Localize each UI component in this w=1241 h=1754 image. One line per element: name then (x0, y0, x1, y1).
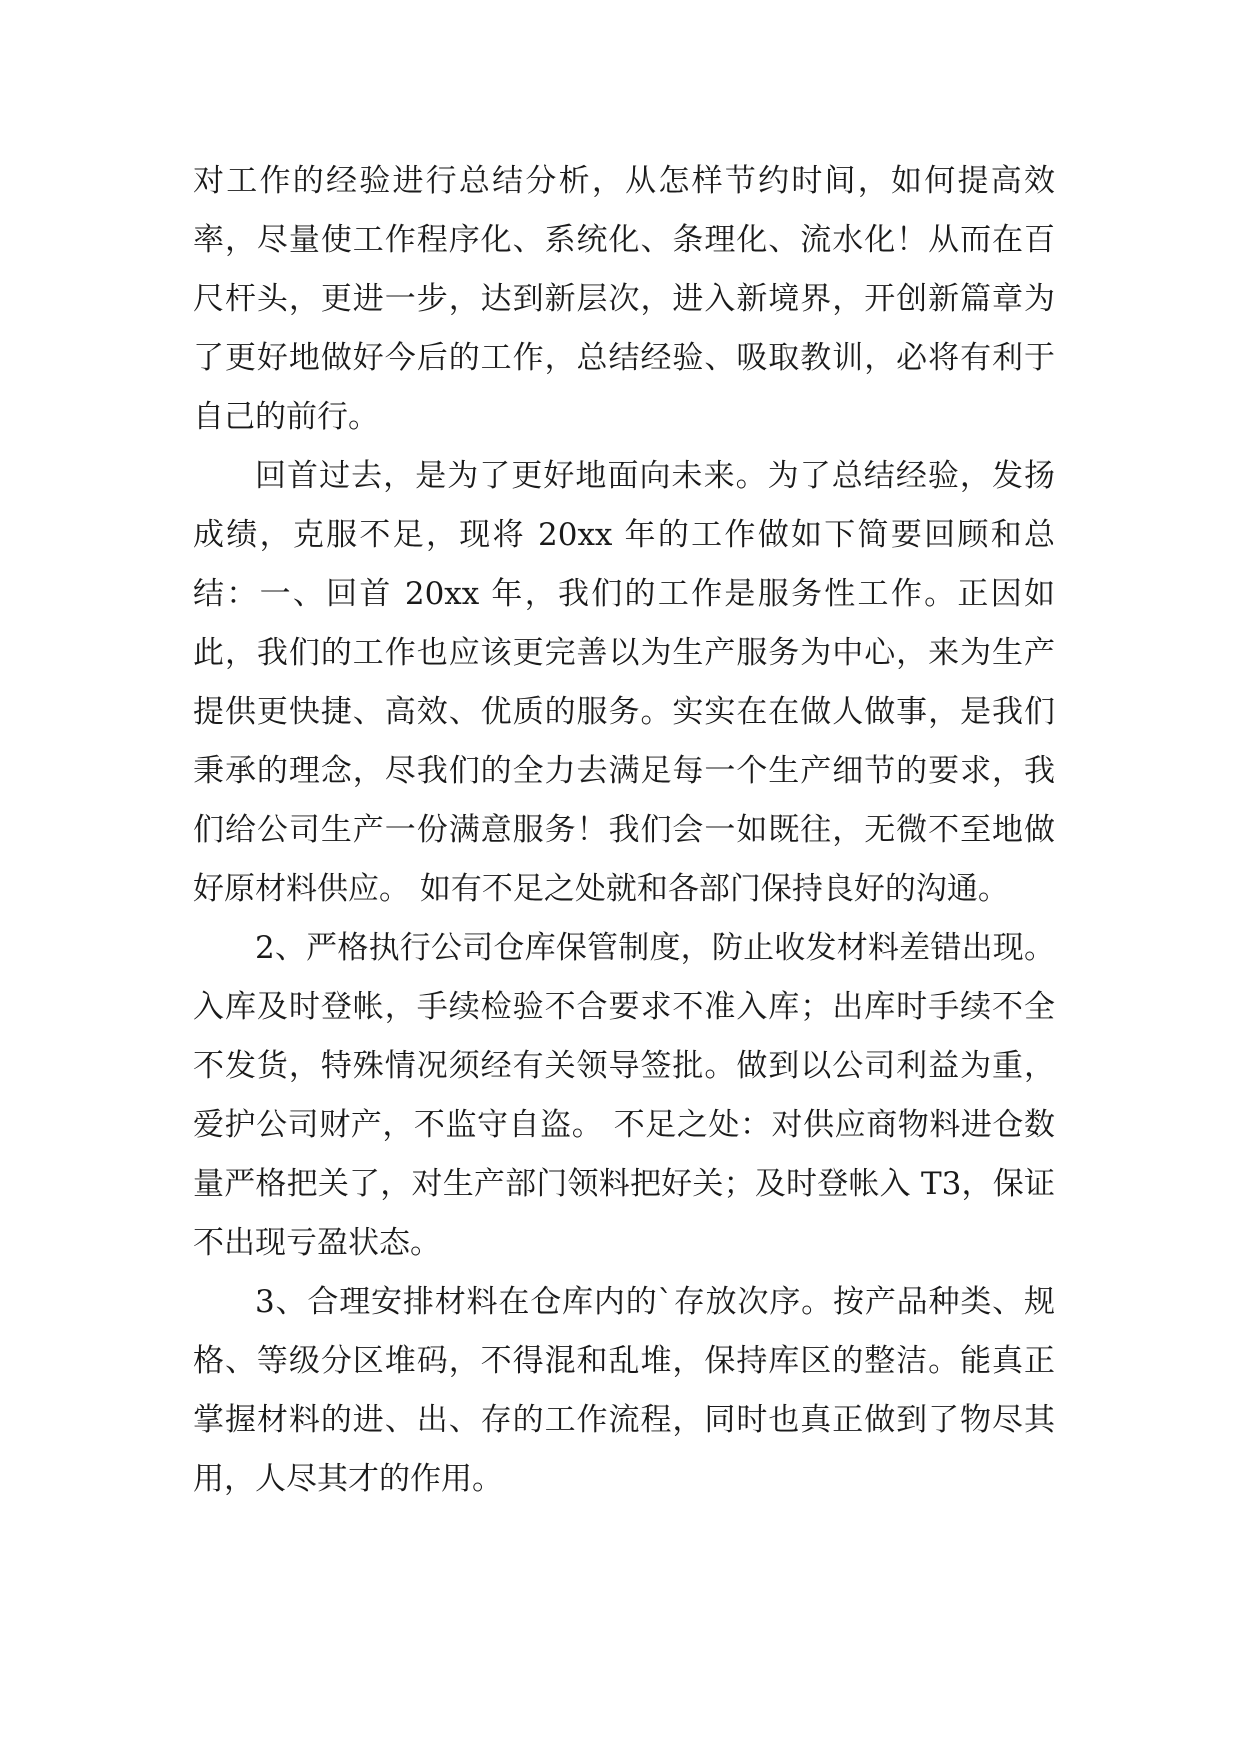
paragraph-item-3: 3、合理安排材料在仓库内的`存放次序。按产品种类、规格、等级分区堆码，不得混和乱堆，保持库区的整洁。能真正掌握材料的进、出、存的工作流程，同时也真正做到了物尽其用，人尽其才的作用。 (193, 1284, 1055, 1497)
paragraph-summary-intro: 对工作的经验进行总结分析，从怎样节约时间，如何提高效率，尽量使工作程序化、系统化、条理化、流水化！从而在百尺杆头，更进一步，达到新层次，进入新境界，开创新篇章为了更好地做好今后的工作，总结经验、吸取教训，必将有利于自己的前行。 (193, 163, 1055, 435)
paragraph-review: 回首过去，是为了更好地面向未来。为了总结经验，发扬成绩，克服不足，现将 20xx 年的工作做如下简要回顾和总结：一、回首 20xx 年，我们的工作是服务性工作。正因如此，我们的工作也应该更完善以为生产服务为中心，来为生产提供更快捷、高效、优质的服务。实实在在做人做事，是我们秉承的理念，尽我们的全力去满足每一个生产细节的要求，我们给公司生产一份满意服务！我们会一如既往，无微不至地做好原材料供应。 如有不足之处就和各部门保持良好的沟通。 (193, 458, 1055, 907)
document-body (193, 152, 1055, 1509)
paragraph-item-2: 2、严格执行公司仓库保管制度，防止收发材料差错出现。入库及时登帐，手续检验不合要求不准入库；出库时手续不全不发货，特殊情况须经有关领导签批。做到以公司利益为重，爱护公司财产，不监守自盗。 不足之处：对供应商物料进仓数量严格把关了，对生产部门领料把好关；及时登帐入 T3，保证不出现亏盈状态。 (193, 930, 1055, 1261)
